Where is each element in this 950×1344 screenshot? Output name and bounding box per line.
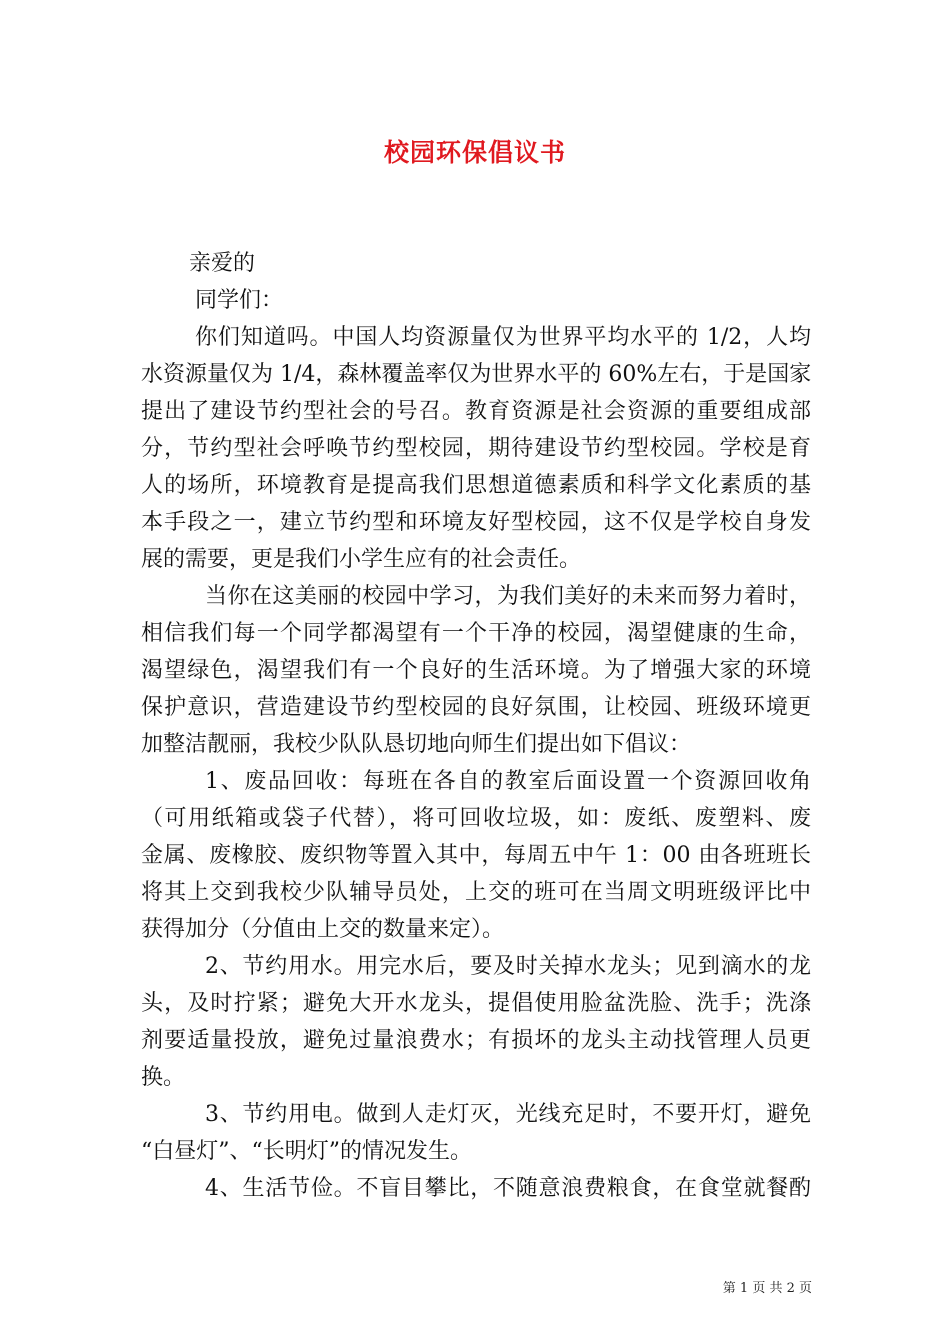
- paragraph-item-2: [141, 948, 811, 1096]
- salutation-line-1: 亲爱的: [189, 251, 256, 276]
- paragraph-item-1: [141, 763, 811, 948]
- text-line: 展的需要，更是我们小学生应有的社会责任。: [141, 547, 582, 572]
- salutation-line-2: 同学们：: [195, 288, 284, 313]
- text-line: 分，节约型社会呼唤节约型校园，期待建设节约型校园。学校是育: [141, 436, 811, 461]
- text-line: 本手段之一，建立节约型和环境友好型校园，这不仅是学校自身发: [141, 510, 811, 535]
- text-line: 1、废品回收：每班在各自的教室后面设置一个资源回收角: [205, 769, 811, 794]
- text-line: “白昼灯”、“长明灯”的情况发生。: [141, 1139, 472, 1164]
- text-line: 获得加分（分值由上交的数量来定）。: [141, 917, 505, 942]
- text-line: 你们知道吗。中国人均资源量仅为世界平均水平的 1/2，人均: [195, 325, 811, 350]
- text-line: 剂要适量投放，避免过量浪费水；有损坏的龙头主动找管理人员更: [141, 1028, 811, 1053]
- text-line: 提出了建设节约型社会的号召。教育资源是社会资源的重要组成部: [141, 399, 811, 424]
- paragraph-intro: [141, 319, 811, 578]
- text-line: 头，及时拧紧；避免大开水龙头，提倡使用脸盆洗脸、洗手；洗涤: [141, 991, 811, 1016]
- text-line: 换。: [141, 1065, 186, 1090]
- text-line: 2、节约用水。用完水后，要及时关掉水龙头；见到滴水的龙: [205, 954, 811, 979]
- page-number: 第 1 页 共 2 页: [722, 1281, 812, 1296]
- text-line: 当你在这美丽的校园中学习，为我们美好的未来而努力着时，: [205, 584, 811, 609]
- text-line: 加整洁靓丽，我校少队队恳切地向师生们提出如下倡议：: [141, 732, 692, 757]
- text-line: 渴望绿色，渴望我们有一个良好的生活环境。为了增强大家的环境: [141, 658, 811, 683]
- text-line: 金属、废橡胶、废织物等置入其中，每周五中午 1：00 由各班班长: [141, 843, 811, 868]
- text-line: 水资源量仅为 1/4，森林覆盖率仅为世界水平的 60%左右，于是国家: [141, 362, 812, 387]
- text-line: 保护意识，营造建设节约型校园的良好氛围，让校园、班级环境更: [141, 695, 811, 720]
- text-line: 4、生活节俭。不盲目攀比，不随意浪费粮食，在食堂就餐酌: [205, 1176, 811, 1201]
- document-title: 校园环保倡议书: [383, 138, 566, 167]
- paragraph-item-3: [141, 1096, 811, 1170]
- text-line: 3、节约用电。做到人走灯灭，光线充足时，不要开灯，避免: [205, 1102, 811, 1127]
- paragraph-campus: [141, 578, 811, 763]
- text-line: （可用纸箱或袋子代替），将可回收垃圾，如：废纸、废塑料、废: [141, 806, 811, 831]
- text-line: 相信我们每一个同学都渴望有一个干净的校园，渴望健康的生命，: [141, 621, 811, 646]
- document-body: [141, 245, 811, 1207]
- text-line: 将其上交到我校少队辅导员处，上交的班可在当周文明班级评比中: [141, 880, 811, 905]
- text-line: 人的场所，环境教育是提高我们思想道德素质和科学文化素质的基: [141, 473, 811, 498]
- paragraph-item-4: [141, 1170, 811, 1207]
